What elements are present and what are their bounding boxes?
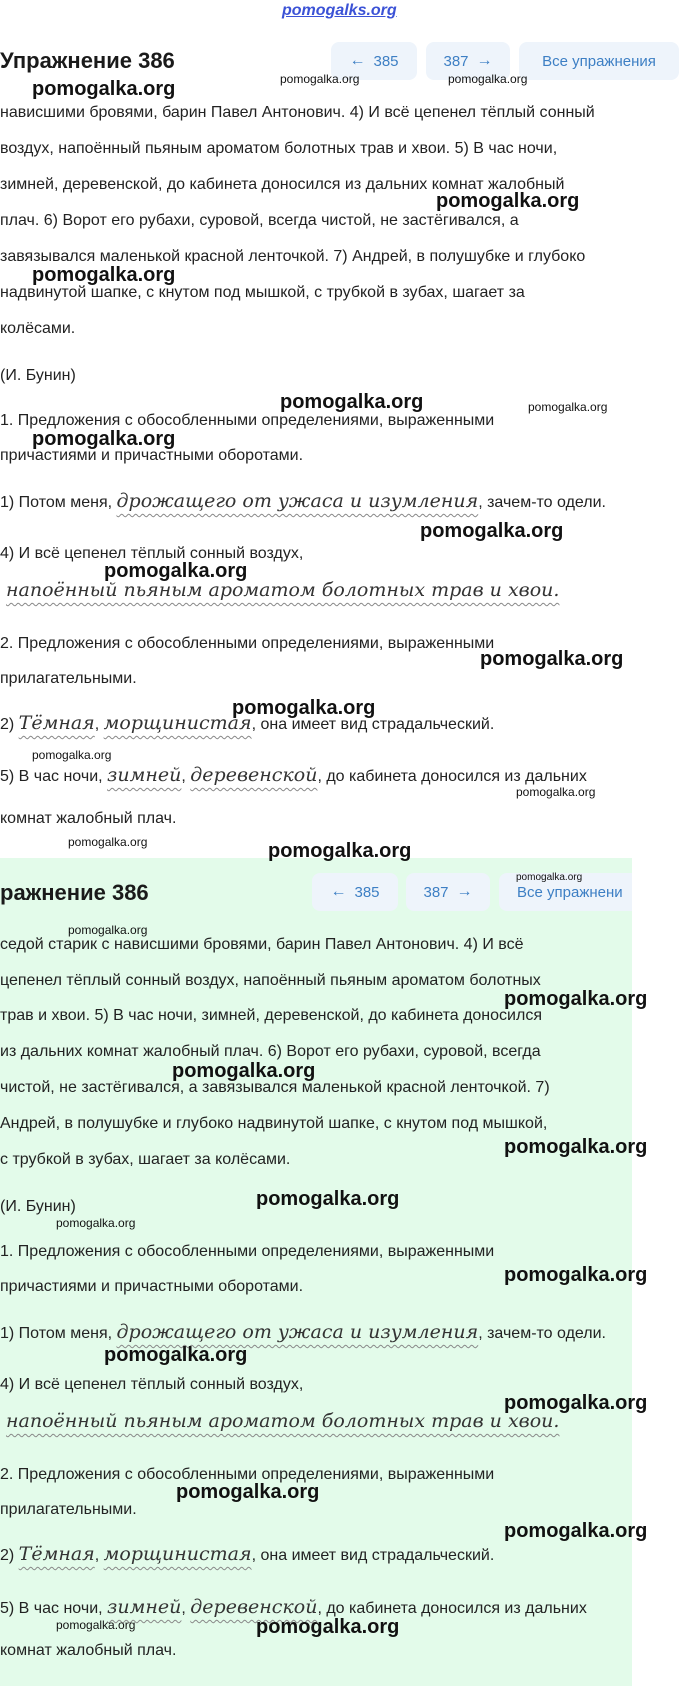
exercise-text-line: плач. 6) Ворот его рубахи, суровой, всегда чистой, не застёгивался, а xyxy=(0,212,519,229)
question-2-line: 2. Предложения с обособленными определениями, выраженными xyxy=(0,635,495,652)
exercise-text-line: с трубкой в зубах, шагает за колёсами. xyxy=(0,1151,291,1168)
all-exercises-label: Все упражнения xyxy=(542,52,656,70)
sentence-text: 2) xyxy=(0,716,19,733)
sentence-text: , xyxy=(181,768,191,785)
exercise-text-line: завязывался маленькой красной ленточкой. 7) Андрей, в полушубке и глубоко xyxy=(0,248,586,265)
exercise-text-line: чистой, не застёгивался, а завязывался маленькой красной ленточкой. 7) xyxy=(0,1079,550,1096)
arrow-right-icon: → xyxy=(476,52,493,69)
handwritten-definition: морщинистая xyxy=(103,1543,252,1565)
sentence-4-line: 4) И всё цепенел тёплый сонный воздух, xyxy=(0,545,304,562)
sentence-text: , зачем-то одели. xyxy=(478,1325,606,1342)
prev-exercise-label: 385 xyxy=(354,883,380,901)
watermark: pomogalka.org xyxy=(32,748,112,762)
sentence-text: , зачем-то одели. xyxy=(478,494,606,511)
sentence-5 xyxy=(0,764,587,786)
next-exercise-label: 387 xyxy=(443,52,469,70)
sentence-4-hand-line xyxy=(6,579,559,601)
watermark: pomogalka.org xyxy=(104,560,248,582)
handwritten-definition: зимней xyxy=(107,764,182,786)
arrow-right-icon: → xyxy=(456,883,473,900)
next-exercise-button-repeat[interactable] xyxy=(406,873,490,911)
sentence-text: 1) Потом меня, xyxy=(0,494,117,511)
sentence-text: , она имеет вид страдальческий. xyxy=(251,1547,495,1564)
question-1-line: причастиями и причастными оборотами. xyxy=(0,1278,304,1295)
handwritten-definition: зимней xyxy=(107,1596,182,1618)
site-watermark: pomogalks.org xyxy=(282,2,397,19)
watermark: pomogalka.org xyxy=(32,78,176,100)
sentence-5-line: комнат жалобный плач. xyxy=(0,810,177,827)
all-exercises-button[interactable] xyxy=(519,42,679,80)
question-2-line: прилагательными. xyxy=(0,670,137,687)
handwritten-definition: деревенской xyxy=(190,764,318,786)
watermark: pomogalka.org xyxy=(504,1136,648,1158)
next-exercise-label: 387 xyxy=(423,883,449,901)
sentence-text: 2) xyxy=(0,1547,19,1564)
all-exercises-label: Все упражнени xyxy=(517,883,623,901)
watermark: pomogalka.org xyxy=(436,190,580,212)
exercise-text-line: из дальних комнат жалобный плач. 6) Ворот его рубахи, суровой, всегда xyxy=(0,1043,541,1060)
sentence-text: , до кабинета доносился из дальних xyxy=(317,1600,587,1617)
question-1-line: причастиями и причастными оборотами. xyxy=(0,447,304,464)
sentence-text: , xyxy=(181,1600,191,1617)
sentence-4-hand-line xyxy=(6,1410,559,1432)
watermark: pomogalka.org xyxy=(68,923,148,937)
prev-exercise-label: 385 xyxy=(373,52,399,70)
arrow-left-icon: ← xyxy=(349,52,366,69)
page-title-repeat: ражнение 386 xyxy=(0,880,149,905)
sentence-text: 5) В час ночи, xyxy=(0,768,108,785)
handwritten-definition: морщинистая xyxy=(103,712,252,734)
question-1-line: 1. Предложения с обособленными определениями, выраженными xyxy=(0,1243,495,1260)
watermark: pomogalka.org xyxy=(32,428,176,450)
sentence-text: 5) В час ночи, xyxy=(0,1600,108,1617)
sentence-4-line: 4) И всё цепенел тёплый сонный воздух, xyxy=(0,1376,304,1393)
arrow-left-icon: ← xyxy=(330,883,347,900)
watermark: pomogalka.org xyxy=(32,264,176,286)
sentence-text: , она имеет вид страдальческий. xyxy=(251,716,495,733)
watermark: pomogalka.org xyxy=(516,872,583,883)
exercise-text-line: зимней, деревенской, до кабинета доносился из дальних комнат жалобный xyxy=(0,176,565,193)
exercise-text-line: трав и хвои. 5) В час ночи, зимней, деревенской, до кабинета доносился xyxy=(0,1007,542,1024)
handwritten-definition: Тёмная xyxy=(18,1543,95,1565)
handwritten-definition: напоённый пьяным ароматом болотных трав и хвои. xyxy=(6,579,560,601)
handwritten-definition: дрожащего от ужаса и изумления xyxy=(116,1321,479,1343)
sentence-2 xyxy=(0,1543,494,1565)
watermark: pomogalka.org xyxy=(280,72,360,86)
handwritten-definition: дрожащего от ужаса и изумления xyxy=(116,490,479,512)
watermark: pomogalka.org xyxy=(256,1616,400,1638)
exercise-text-line: нависшими бровями, барин Павел Антонович. 4) И всё цепенел тёплый сонный xyxy=(0,104,595,121)
watermark: pomogalka.org xyxy=(480,648,624,670)
sentence-5 xyxy=(0,1596,587,1618)
watermark: pomogalka.org xyxy=(504,988,648,1010)
exercise-text-line: воздух, напоённый пьяным ароматом болотных трав и хвои. 5) В час ночи, xyxy=(0,140,558,157)
watermark: pomogalka.org xyxy=(280,391,424,413)
exercise-text-line: надвинутой шапке, с кнутом под мышкой, с трубкой в зубах, шагает за xyxy=(0,284,525,301)
question-1-line: 1. Предложения с обособленными определениями, выраженными xyxy=(0,412,495,429)
watermark: pomogalka.org xyxy=(68,835,148,849)
watermark: pomogalka.org xyxy=(256,1188,400,1210)
sentence-1 xyxy=(0,490,606,512)
watermark: pomogalka.org xyxy=(56,1618,136,1632)
watermark: pomogalka.org xyxy=(232,697,376,719)
watermark: pomogalka.org xyxy=(56,1216,136,1230)
watermark: pomogalka.org xyxy=(516,785,596,799)
watermark: pomogalka.org xyxy=(172,1060,316,1082)
watermark: pomogalka.org xyxy=(104,1344,248,1366)
watermark: pomogalka.org xyxy=(504,1392,648,1414)
watermark: pomogalka.org xyxy=(268,840,412,862)
exercise-text-line: колёсами. xyxy=(0,320,76,337)
sentence-text: 1) Потом меня, xyxy=(0,1325,117,1342)
handwritten-definition: деревенской xyxy=(190,1596,318,1618)
sentence-5-line: комнат жалобный плач. xyxy=(0,1642,177,1659)
handwritten-definition: Тёмная xyxy=(18,712,95,734)
exercise-text-line: цепенел тёплый сонный воздух, напоённый пьяным ароматом болотных xyxy=(0,972,541,989)
page-title: Упражнение 386 xyxy=(0,48,175,73)
prev-exercise-button-repeat[interactable] xyxy=(312,873,398,911)
sentence-text: , xyxy=(94,716,104,733)
sentence-text: , xyxy=(94,1547,104,1564)
watermark: pomogalka.org xyxy=(504,1264,648,1286)
sentence-text: , до кабинета доносился из дальних xyxy=(317,768,587,785)
exercise-text-line: седой старик с нависшими бровями, барин Павел Антонович. 4) И всё xyxy=(0,936,524,953)
author: (И. Бунин) xyxy=(0,367,76,384)
question-2-line: 2. Предложения с обособленными определениями, выраженными xyxy=(0,1466,495,1483)
watermark: pomogalka.org xyxy=(176,1481,320,1503)
exercise-text-line: Андрей, в полушубке и глубоко надвинутой шапке, с кнутом под мышкой, xyxy=(0,1115,548,1132)
author: (И. Бунин) xyxy=(0,1198,76,1215)
question-2-line: прилагательными. xyxy=(0,1501,137,1518)
watermark: pomogalka.org xyxy=(528,400,608,414)
sentence-1 xyxy=(0,1321,606,1343)
watermark: pomogalka.org xyxy=(420,520,564,542)
watermark: pomogalka.org xyxy=(448,72,528,86)
handwritten-definition: напоённый пьяным ароматом болотных трав и хвои. xyxy=(6,1410,560,1432)
watermark: pomogalka.org xyxy=(504,1520,648,1542)
